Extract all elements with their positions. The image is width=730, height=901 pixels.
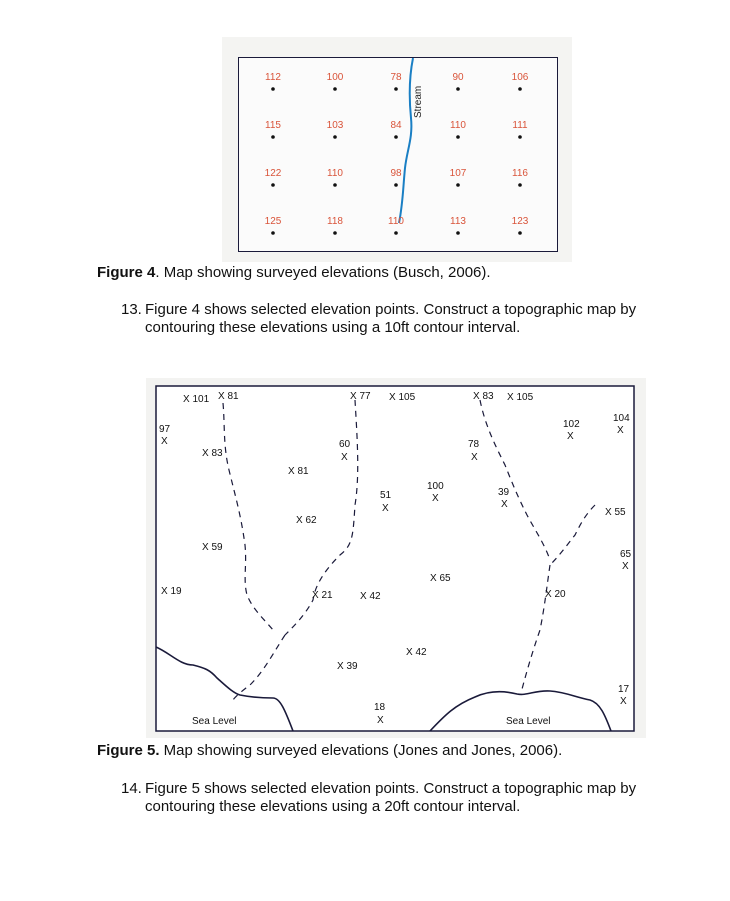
elevation-value: 125 bbox=[264, 216, 282, 227]
elevation-value: 122 bbox=[264, 168, 282, 179]
elevation-point-dot bbox=[271, 87, 275, 91]
elevation-point-dot bbox=[271, 231, 275, 235]
figure5-map bbox=[155, 385, 635, 732]
survey-point-label: X bbox=[341, 452, 348, 463]
figure5-caption bbox=[97, 742, 562, 760]
elevation-point-dot bbox=[271, 183, 275, 187]
elevation-value: 107 bbox=[449, 168, 467, 179]
survey-point-label: X 21 bbox=[312, 590, 333, 601]
question-14-number: 14. bbox=[121, 780, 142, 797]
elevation-value: 78 bbox=[390, 72, 402, 83]
figure4-caption-text: . Map showing surveyed elevations (Busch, 2006). bbox=[155, 264, 491, 281]
survey-point-label: X bbox=[622, 561, 629, 572]
survey-point-label: X 39 bbox=[337, 661, 358, 672]
elevation-point-dot bbox=[333, 183, 337, 187]
question-13 bbox=[121, 301, 681, 341]
elevation-point-dot bbox=[518, 183, 522, 187]
survey-point-label: X 77 bbox=[350, 391, 371, 402]
survey-point-label: X 83 bbox=[202, 448, 223, 459]
survey-point-label: X bbox=[617, 425, 624, 436]
elevation-point-dot bbox=[456, 231, 460, 235]
survey-point-label: X 65 bbox=[430, 573, 451, 584]
question-13-number: 13. bbox=[121, 301, 142, 318]
question-14 bbox=[121, 780, 681, 820]
sea-level-right: Sea Level bbox=[506, 716, 551, 727]
elevation-point-dot bbox=[518, 135, 522, 139]
figure5-caption-text: Map showing surveyed elevations (Jones and Jones, 2006). bbox=[159, 742, 563, 759]
elevation-value: 90 bbox=[452, 72, 464, 83]
survey-point-label: X bbox=[432, 493, 439, 504]
survey-point-label: X 42 bbox=[406, 647, 427, 658]
question-13-line2: contouring these elevations using a 10ft contour interval. bbox=[145, 319, 521, 336]
elevation-value: 112 bbox=[265, 72, 281, 83]
elevation-value: 118 bbox=[327, 216, 343, 227]
survey-point-label: X 42 bbox=[360, 591, 381, 602]
survey-point-label: X 105 bbox=[507, 392, 534, 403]
question-14-line1: Figure 5 shows selected elevation points. Construct a topographic map by bbox=[145, 780, 637, 797]
survey-point-label: X 81 bbox=[288, 466, 309, 477]
elevation-point-dot bbox=[333, 231, 337, 235]
survey-point-label: X 59 bbox=[202, 542, 223, 553]
survey-point-label: 51 bbox=[380, 490, 392, 501]
survey-point-label: 97 bbox=[159, 424, 171, 435]
figure4-map bbox=[238, 57, 558, 252]
sea-level-left: Sea Level bbox=[192, 716, 237, 727]
survey-point-label: X 19 bbox=[161, 586, 182, 597]
elevation-value: 110 bbox=[327, 168, 343, 179]
survey-point-label: X 105 bbox=[389, 392, 416, 403]
survey-point-label: 18 bbox=[374, 702, 386, 713]
elevation-value: 103 bbox=[326, 120, 344, 131]
question-13-line1: Figure 4 shows selected elevation points. Construct a topographic map by bbox=[145, 301, 637, 318]
elevation-point-dot bbox=[271, 135, 275, 139]
elevation-value: 110 bbox=[450, 120, 466, 131]
elevation-point-dot bbox=[456, 87, 460, 91]
survey-point-label: X 81 bbox=[218, 391, 239, 402]
elevation-value: 113 bbox=[450, 216, 466, 227]
elevation-value: 100 bbox=[326, 72, 344, 83]
elevation-value: 111 bbox=[512, 120, 528, 131]
survey-point-label: X bbox=[161, 436, 168, 447]
survey-point-label: 78 bbox=[468, 439, 480, 450]
survey-point-label: 100 bbox=[427, 481, 444, 492]
question-14-line2: contouring these elevations using a 20ft contour interval. bbox=[145, 798, 521, 815]
survey-point-label: X 20 bbox=[545, 589, 566, 600]
figure4-svg bbox=[239, 58, 559, 253]
elevation-point-dot bbox=[518, 87, 522, 91]
survey-point-label: X 101 bbox=[183, 394, 210, 405]
elevation-value: 110 bbox=[388, 216, 404, 227]
stream-label: Stream bbox=[413, 85, 424, 118]
elevation-point-dot bbox=[394, 87, 398, 91]
elevation-value: 116 bbox=[512, 168, 528, 179]
elevation-value: 98 bbox=[390, 168, 402, 179]
elevation-point-dot bbox=[518, 231, 522, 235]
figure5-svg bbox=[155, 385, 635, 732]
survey-point-label: X 83 bbox=[473, 391, 494, 402]
survey-point-label: 39 bbox=[498, 487, 510, 498]
elevation-point-dot bbox=[394, 135, 398, 139]
figure5-caption-label: Figure 5. bbox=[97, 742, 160, 759]
figure4-caption bbox=[97, 264, 491, 282]
survey-point-label: 102 bbox=[563, 419, 580, 430]
survey-point-label: X 55 bbox=[605, 507, 626, 518]
elevation-point-dot bbox=[456, 183, 460, 187]
elevation-point-dot bbox=[333, 135, 337, 139]
survey-point-label: 60 bbox=[339, 439, 351, 450]
elevation-grid bbox=[265, 72, 529, 235]
survey-point-label: 65 bbox=[620, 549, 632, 560]
elevation-value: 106 bbox=[511, 72, 529, 83]
survey-point-label: 104 bbox=[613, 413, 630, 424]
figure4-caption-label: Figure 4 bbox=[97, 264, 156, 281]
survey-point-label: X bbox=[471, 452, 478, 463]
survey-point-label: X bbox=[620, 696, 627, 707]
survey-point-label: X bbox=[377, 715, 384, 726]
elevation-value: 115 bbox=[265, 120, 281, 131]
elevation-point-dot bbox=[394, 231, 398, 235]
survey-point-label: X 62 bbox=[296, 515, 317, 526]
elevation-value: 123 bbox=[511, 216, 529, 227]
elevation-point-dot bbox=[456, 135, 460, 139]
survey-point-label: 17 bbox=[618, 684, 630, 695]
elevation-value: 84 bbox=[390, 120, 402, 131]
elevation-point-dot bbox=[333, 87, 337, 91]
survey-point-label: X bbox=[567, 431, 574, 442]
survey-point-label: X bbox=[382, 503, 389, 514]
survey-point-label: X bbox=[501, 499, 508, 510]
elevation-point-dot bbox=[394, 183, 398, 187]
